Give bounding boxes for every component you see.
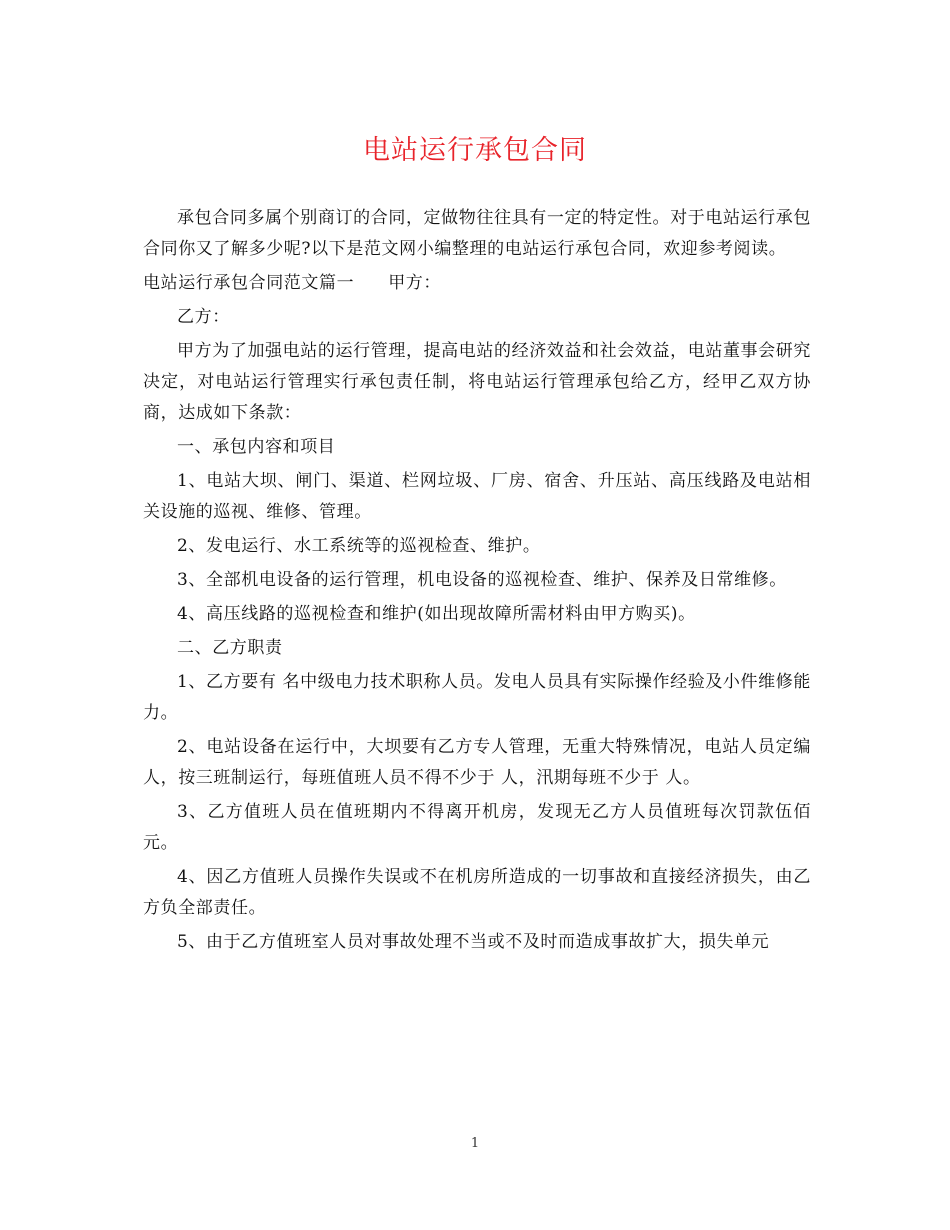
document-body	[143, 203, 811, 961]
section-heading-line	[143, 268, 811, 299]
clause-2-item: 3、乙方值班人员在值班期内不得离开机房，发现无乙方人员值班每次罚款伍佰元。	[143, 802, 811, 853]
clause-1-heading: 一、承包内容和项目	[177, 437, 336, 457]
clause-1-item: 3、全部机电设备的运行管理，机电设备的巡视检查、维护、保养及日常维修。	[177, 570, 787, 590]
clause-2-item: 2、电站设备在运行中，大坝要有乙方专人管理，无重大特殊情况，电站人员定编 人，按三班制运行，每班值班人员不得不少于 人，汛期每班不少于 人。	[143, 737, 811, 788]
party-a-label: 甲方：	[388, 273, 442, 293]
clause-1-item: 4、高压线路的巡视检查和维护(如出现故障所需材料由甲方购买)。	[177, 604, 696, 624]
section-heading: 电站运行承包合同范文篇一	[143, 273, 355, 293]
clause-2-heading: 二、乙方职责	[177, 638, 283, 658]
page-number: 1	[470, 1136, 480, 1151]
party-b-label: 乙方：	[177, 307, 230, 327]
document-title: 电站运行承包合同	[363, 135, 587, 166]
intro-paragraph: 承包合同多属个别商订的合同，定做物往往具有一定的特定性。对于电站运行承包合同你又了解多少呢?以下是范文网小编整理的电站运行承包合同，欢迎参考阅读。	[143, 208, 811, 259]
clause-2-item: 5、由于乙方值班室人员对事故处理不当或不及时而造成事故扩大，损失单元	[177, 932, 770, 952]
clause-2-item: 4、因乙方值班人员操作失误或不在机房所造成的一切事故和直接经济损失，由乙方负全部责任。	[143, 867, 811, 918]
clause-2-item: 1、乙方要有 名中级电力技术职称人员。发电人员具有实际操作经验及小件维修能力。	[143, 672, 811, 723]
clause-1-item: 1、电站大坝、闸门、渠道、栏网垃圾、厂房、宿舍、升压站、高压线路及电站相关设施的巡视、维修、管理。	[143, 471, 811, 522]
preamble-paragraph: 甲方为了加强电站的运行管理，提高电站的经济效益和社会效益，电站董事会研究决定，对电站运行管理实行承包责任制，将电站运行管理承包给乙方，经甲乙双方协商，达成如下条款：	[143, 341, 811, 423]
clause-1-item: 2、发电运行、水工系统等的巡视检查、维护。	[177, 536, 541, 556]
